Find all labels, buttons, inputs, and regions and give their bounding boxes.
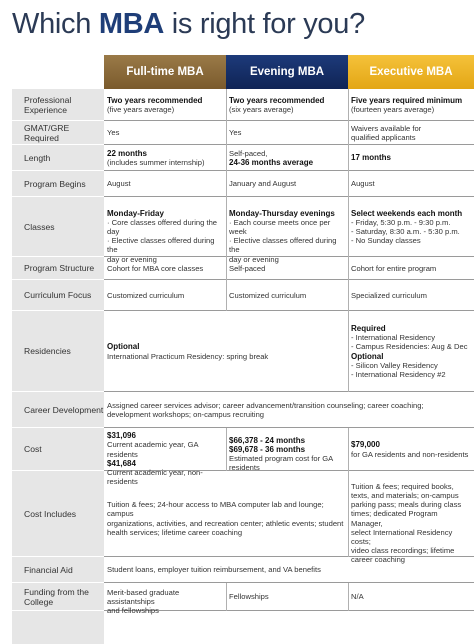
table-cell [104, 96, 226, 114]
cell-line: - International Residency #2 [351, 369, 446, 379]
cell-line: career coaching [351, 555, 406, 565]
column-divider [348, 257, 349, 280]
cell-line: Self-paced, [229, 148, 268, 158]
cell-line: 22 months [107, 148, 148, 158]
column-divider [226, 280, 227, 311]
table-cell [104, 342, 348, 360]
cell-line: January and August [229, 179, 297, 189]
row-divider [104, 196, 474, 197]
table-cell [226, 149, 348, 167]
column-divider [348, 471, 349, 557]
cell-line: Yes [107, 128, 120, 138]
row-divider [104, 582, 474, 583]
cell-line: health services; lifetime career coaching [107, 527, 243, 537]
table-cell [226, 209, 348, 264]
cell-line: Fellowships [229, 592, 269, 602]
cell-line: Customized curriculum [107, 290, 185, 300]
table-cell [226, 436, 348, 473]
table-cell [226, 96, 348, 114]
row-divider [104, 391, 474, 392]
column-divider [226, 145, 227, 171]
cell-line: $69,678 - 36 months [229, 444, 306, 454]
cell-line: Five years required minimum [351, 95, 463, 105]
row-label: Program Begins [12, 171, 104, 197]
row-label: Residencies [12, 311, 104, 392]
table-cell [104, 588, 226, 616]
header-evening: Evening MBA [226, 55, 348, 89]
cell-line: - No Sunday classes [351, 236, 421, 246]
column-divider [348, 197, 349, 257]
cell-line: - Saturday, 8:30 a.m. - 5:30 p.m. [351, 227, 460, 236]
row-label: Professional Experience [12, 89, 104, 121]
cell-line: International Practicum Residency: spring break [107, 351, 269, 361]
cell-line: organizations, activities, and recreation center; athletic events; student [107, 518, 344, 528]
table-cell [348, 482, 474, 565]
column-divider [226, 428, 227, 471]
row-label: Cost [12, 428, 104, 471]
table-cell [348, 291, 474, 300]
table-cell [104, 500, 348, 537]
row-label: Program Structure [12, 257, 104, 280]
table-cell [104, 291, 226, 300]
cell-line: texts, and materials; on-campus [351, 491, 459, 500]
row-label: Financial Aid [12, 557, 104, 583]
table-cell [348, 440, 474, 458]
cell-line: (includes summer internship) [107, 158, 205, 167]
table-cell [104, 264, 226, 273]
table-cell [348, 153, 474, 162]
cell-line: times; dedicated Program Manager, [351, 509, 438, 528]
column-divider [348, 121, 349, 145]
cell-line: and fellowships [107, 606, 159, 616]
table-cell [104, 565, 474, 574]
table-cell [226, 264, 348, 273]
cell-line: August [107, 179, 131, 189]
column-divider [348, 311, 349, 392]
cell-line: - Campus Residencies: Aug & Dec [351, 342, 468, 352]
row-divider [104, 427, 474, 428]
column-divider [226, 121, 227, 145]
cell-line: development workshops; on-campus recruiting [107, 410, 265, 419]
cell-line: · Each course meets once per week [229, 217, 331, 236]
cell-line: Tuition & fees; 24-hour access to MBA computer lab and lounge; campus [107, 500, 324, 519]
row-label: Funding from the College [12, 583, 104, 611]
cell-line: Student loans, employer tuition reimbursement, and VA benefits [107, 565, 321, 575]
cell-line: Assigned career services advisor; career advancement/transition counseling; career coaching; [107, 400, 424, 410]
cell-line: · Core classes offered during the day [107, 217, 218, 236]
table-cell [104, 209, 226, 264]
cell-line: Merit-based graduate assistantships [107, 587, 180, 606]
column-divider [348, 89, 349, 121]
cell-line: Cohort for MBA core classes [107, 263, 204, 273]
cell-line: Two years recommended [229, 95, 325, 105]
row-label: Classes [12, 197, 104, 257]
table-cell [348, 324, 474, 379]
table-cell [348, 209, 474, 246]
column-divider [226, 583, 227, 611]
table-cell [348, 264, 474, 273]
cell-line: day or evening [107, 254, 157, 264]
table-cell [226, 179, 348, 188]
column-divider [226, 89, 227, 121]
row-divider [104, 144, 474, 145]
cell-line: Current academic year, non-residents [107, 467, 203, 487]
cell-line: · Elective classes offered during the [229, 236, 337, 255]
cell-line: Self-paced [229, 263, 266, 273]
cell-line: $41,684 [107, 458, 136, 468]
column-divider [226, 257, 227, 280]
column-divider [348, 145, 349, 171]
cell-line: Yes [229, 128, 242, 138]
page-title: Which MBA is right for you? [12, 8, 365, 40]
cell-line: Estimated program cost for GA residents [229, 454, 333, 473]
row-label: GMAT/GRE Required [12, 121, 104, 145]
cell-line: parking pass; meals during class [351, 500, 462, 510]
cell-line: Two years recommended [107, 95, 203, 105]
cell-line: · Elective classes offered during the [107, 236, 215, 255]
cell-line: Optional [107, 342, 140, 352]
cell-line: - Friday, 5:30 p.m. - 9:30 p.m. [351, 217, 451, 227]
row-divider [104, 170, 474, 171]
cell-line: 24-36 months average [229, 158, 314, 167]
cell-line: Customized curriculum [229, 290, 307, 300]
cell-line: Tuition & fees; required books, [351, 481, 454, 491]
cell-line: video class recordings; lifetime [351, 546, 455, 556]
header-full-time: Full-time MBA [104, 55, 226, 89]
cell-line: select International Residency costs; [351, 527, 453, 547]
cell-line: Required [351, 323, 386, 333]
row-label: Curriculum Focus [12, 280, 104, 311]
table-cell [226, 128, 348, 137]
column-divider [226, 171, 227, 197]
cell-line: Waivers available for [351, 123, 422, 133]
table-cell [348, 96, 474, 114]
row-label: Cost Includes [12, 471, 104, 557]
column-divider [226, 197, 227, 257]
cell-line: $79,000 [351, 440, 380, 450]
table-cell [104, 431, 226, 486]
table-cell [104, 128, 226, 137]
row-divider [104, 279, 474, 280]
cell-line: Current academic year, GA residents [107, 440, 199, 459]
header-executive: Executive MBA [348, 55, 474, 89]
cell-line: 17 months [351, 153, 392, 163]
row-divider [104, 120, 474, 121]
cell-line: Optional [351, 351, 384, 361]
table-cell [226, 592, 348, 601]
column-divider [348, 280, 349, 311]
table-cell [104, 401, 474, 419]
cell-line: qualified applicants [351, 133, 416, 142]
cell-line: $66,378 - 24 months [229, 435, 306, 445]
table-cell [348, 124, 474, 142]
row-label: Length [12, 145, 104, 171]
cell-line: $31,096 [107, 431, 136, 441]
cell-line: August [351, 179, 375, 189]
table-cell [348, 179, 474, 188]
row-label: Career Development [12, 392, 104, 428]
table-cell [104, 149, 226, 167]
table-cell [348, 592, 474, 601]
column-divider [348, 583, 349, 611]
cell-line: day or evening [229, 254, 279, 264]
cell-line: (five years average) [107, 105, 175, 114]
cell-line: N/A [351, 592, 364, 602]
cell-line: - Silicon Valley Residency [351, 360, 438, 370]
column-divider [348, 171, 349, 197]
cell-line: Cohort for entire program [351, 263, 437, 273]
column-divider [348, 428, 349, 471]
row-divider [104, 310, 474, 311]
cell-line: - International Residency [351, 333, 435, 343]
cell-line: Specialized curriculum [351, 290, 427, 300]
cell-line: (fourteen years average) [351, 105, 435, 114]
cell-line: for GA residents and non-residents [351, 449, 469, 459]
cell-line: Select weekends each month [351, 208, 463, 218]
table-cell [226, 291, 348, 300]
cell-line: Monday-Thursday evenings [229, 208, 335, 218]
cell-line: (six years average) [229, 105, 294, 114]
table-cell [104, 179, 226, 188]
cell-line: Monday-Friday [107, 208, 164, 218]
